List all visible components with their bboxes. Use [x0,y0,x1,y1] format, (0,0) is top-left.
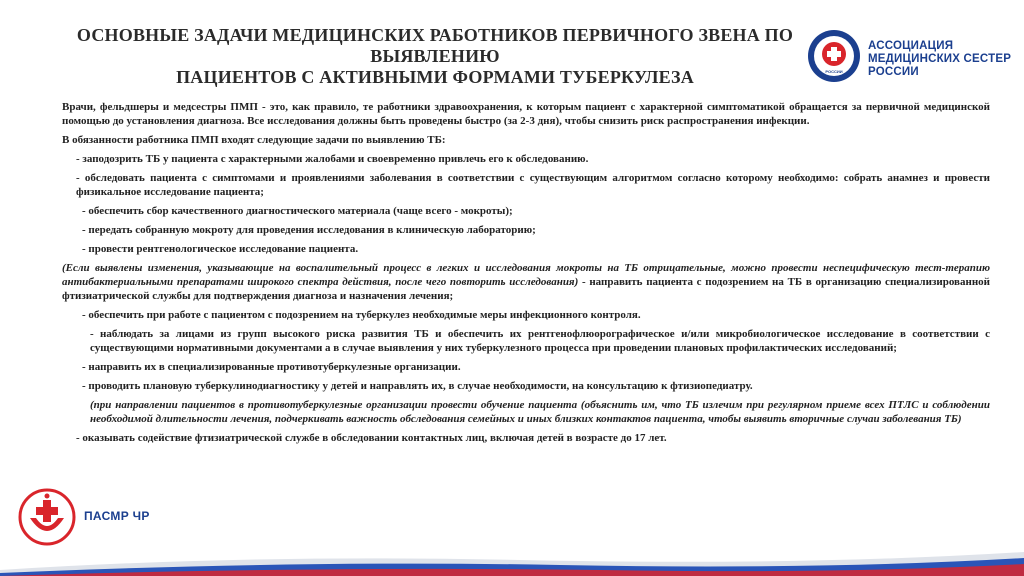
note-paragraph-2: (при направлении пациентов в противотуберкулезные организации провести обучение пациента (объяснить им, что ТБ излечим при регулярном приеме всех ПТЛС и соблюдении необходимой длительности лечения, подчеркивать важность обследования семейных и иных близких контактов пациента, чтобы выявить вторичные случаи заболевания ТБ) [90,399,990,425]
pasmr-emblem-icon [18,488,76,546]
association-name-line1: АССОЦИАЦИЯ [868,40,954,52]
pasmr-logo [18,488,168,548]
duty-item: - заподозрить ТБ у пациента с характерными жалобами и своевременно привлечь его к обследованию. [76,153,589,165]
decorative-footer-stripes [0,548,1024,576]
duty-item: - наблюдать за лицами из групп высокого риска развития ТБ и обеспечить их рентгенофлюорографическое и/или микробиологическое исследование в соответствии с существующими нормативными документами а в случае выявления у них туберкулезного процесса при проведении плановых профилактических исследований; [90,328,990,354]
duty-item: - оказывать содействие фтизиатрической службе в обследовании контактных лиц, включая детей в возрасте до 17 лет. [76,432,667,444]
main-content [62,100,990,450]
duty-item: - проводить плановую туберкулинодиагностику у детей и направлять их, в случае необходимости, на консультацию к фтизиопедиатру. [82,380,753,392]
pasmr-name: ПАСМР ЧР [84,509,150,523]
association-name-line2: МЕДИЦИНСКИХ СЕСТЕР [868,53,1012,65]
note-rest: - направить пациента с подозрением на ТБ в организацию специализированной фтизиатрической службы для подтверждения диагноза и назначения лечения; [62,276,990,302]
duty-item: - обеспечить при работе с пациентом с подозрением на туберкулез необходимые меры инфекционного контроля. [82,309,641,321]
duty-item: - провести рентгенологическое исследование пациента. [82,243,359,255]
association-name-line3: РОССИИ [868,66,919,78]
duty-item: - обследовать пациента с симптомами и проявлениями заболевания в соответствии с существующим алгоритмом согласно которому необходимо: собрать анамнез и провести физикальное исследование пациента; [76,172,990,198]
note-italic: (Если выявлены изменения, указывающие на воспалительный процесс в легких и исследования мокроты на ТБ отрицательные, можно провести неспецифическую тест-терапию антибактериальными препаратами широкого спектра действия, после чего повторить исследования) [62,262,990,288]
duty-item: - обеспечить сбор качественного диагностического материала (чаще всего - мокроты); [82,205,513,217]
association-name [868,40,1011,79]
page-title-line1: ОСНОВНЫЕ ЗАДАЧИ МЕДИЦИНСКИХ РАБОТНИКОВ ПЕРВИЧНОГО ЗВЕНА ПО ВЫЯВЛЕНИЮ [76,25,794,66]
association-emblem-icon [806,28,862,84]
duties-heading: В обязанности работника ПМП входят следующие задачи по выявлению ТБ: [62,134,446,146]
emblem-caption: РОССИИ [825,69,843,74]
association-logo [806,28,1016,84]
duty-item: - направить их в специализированные противотуберкулезные организации. [82,361,461,373]
page-title [30,25,843,88]
duty-item: - передать собранную мокроту для проведения исследования в клиническую лабораторию; [82,224,536,236]
page-title-line2: ПАЦИЕНТОВ С АКТИВНЫМИ ФОРМАМИ ТУБЕРКУЛЕЗА [176,67,694,87]
intro-paragraph: Врачи, фельдшеры и медсестры ПМП - это, как правило, те работники здравоохранения, к которым пациент с характерной симптоматикой обращается за первичной медицинской помощью до установления диагноза. Все исследования должны быть проведены быстро (за 2-3 дня), чтобы снизить риск распространения инфекции. [62,101,990,127]
note-paragraph [62,261,990,303]
